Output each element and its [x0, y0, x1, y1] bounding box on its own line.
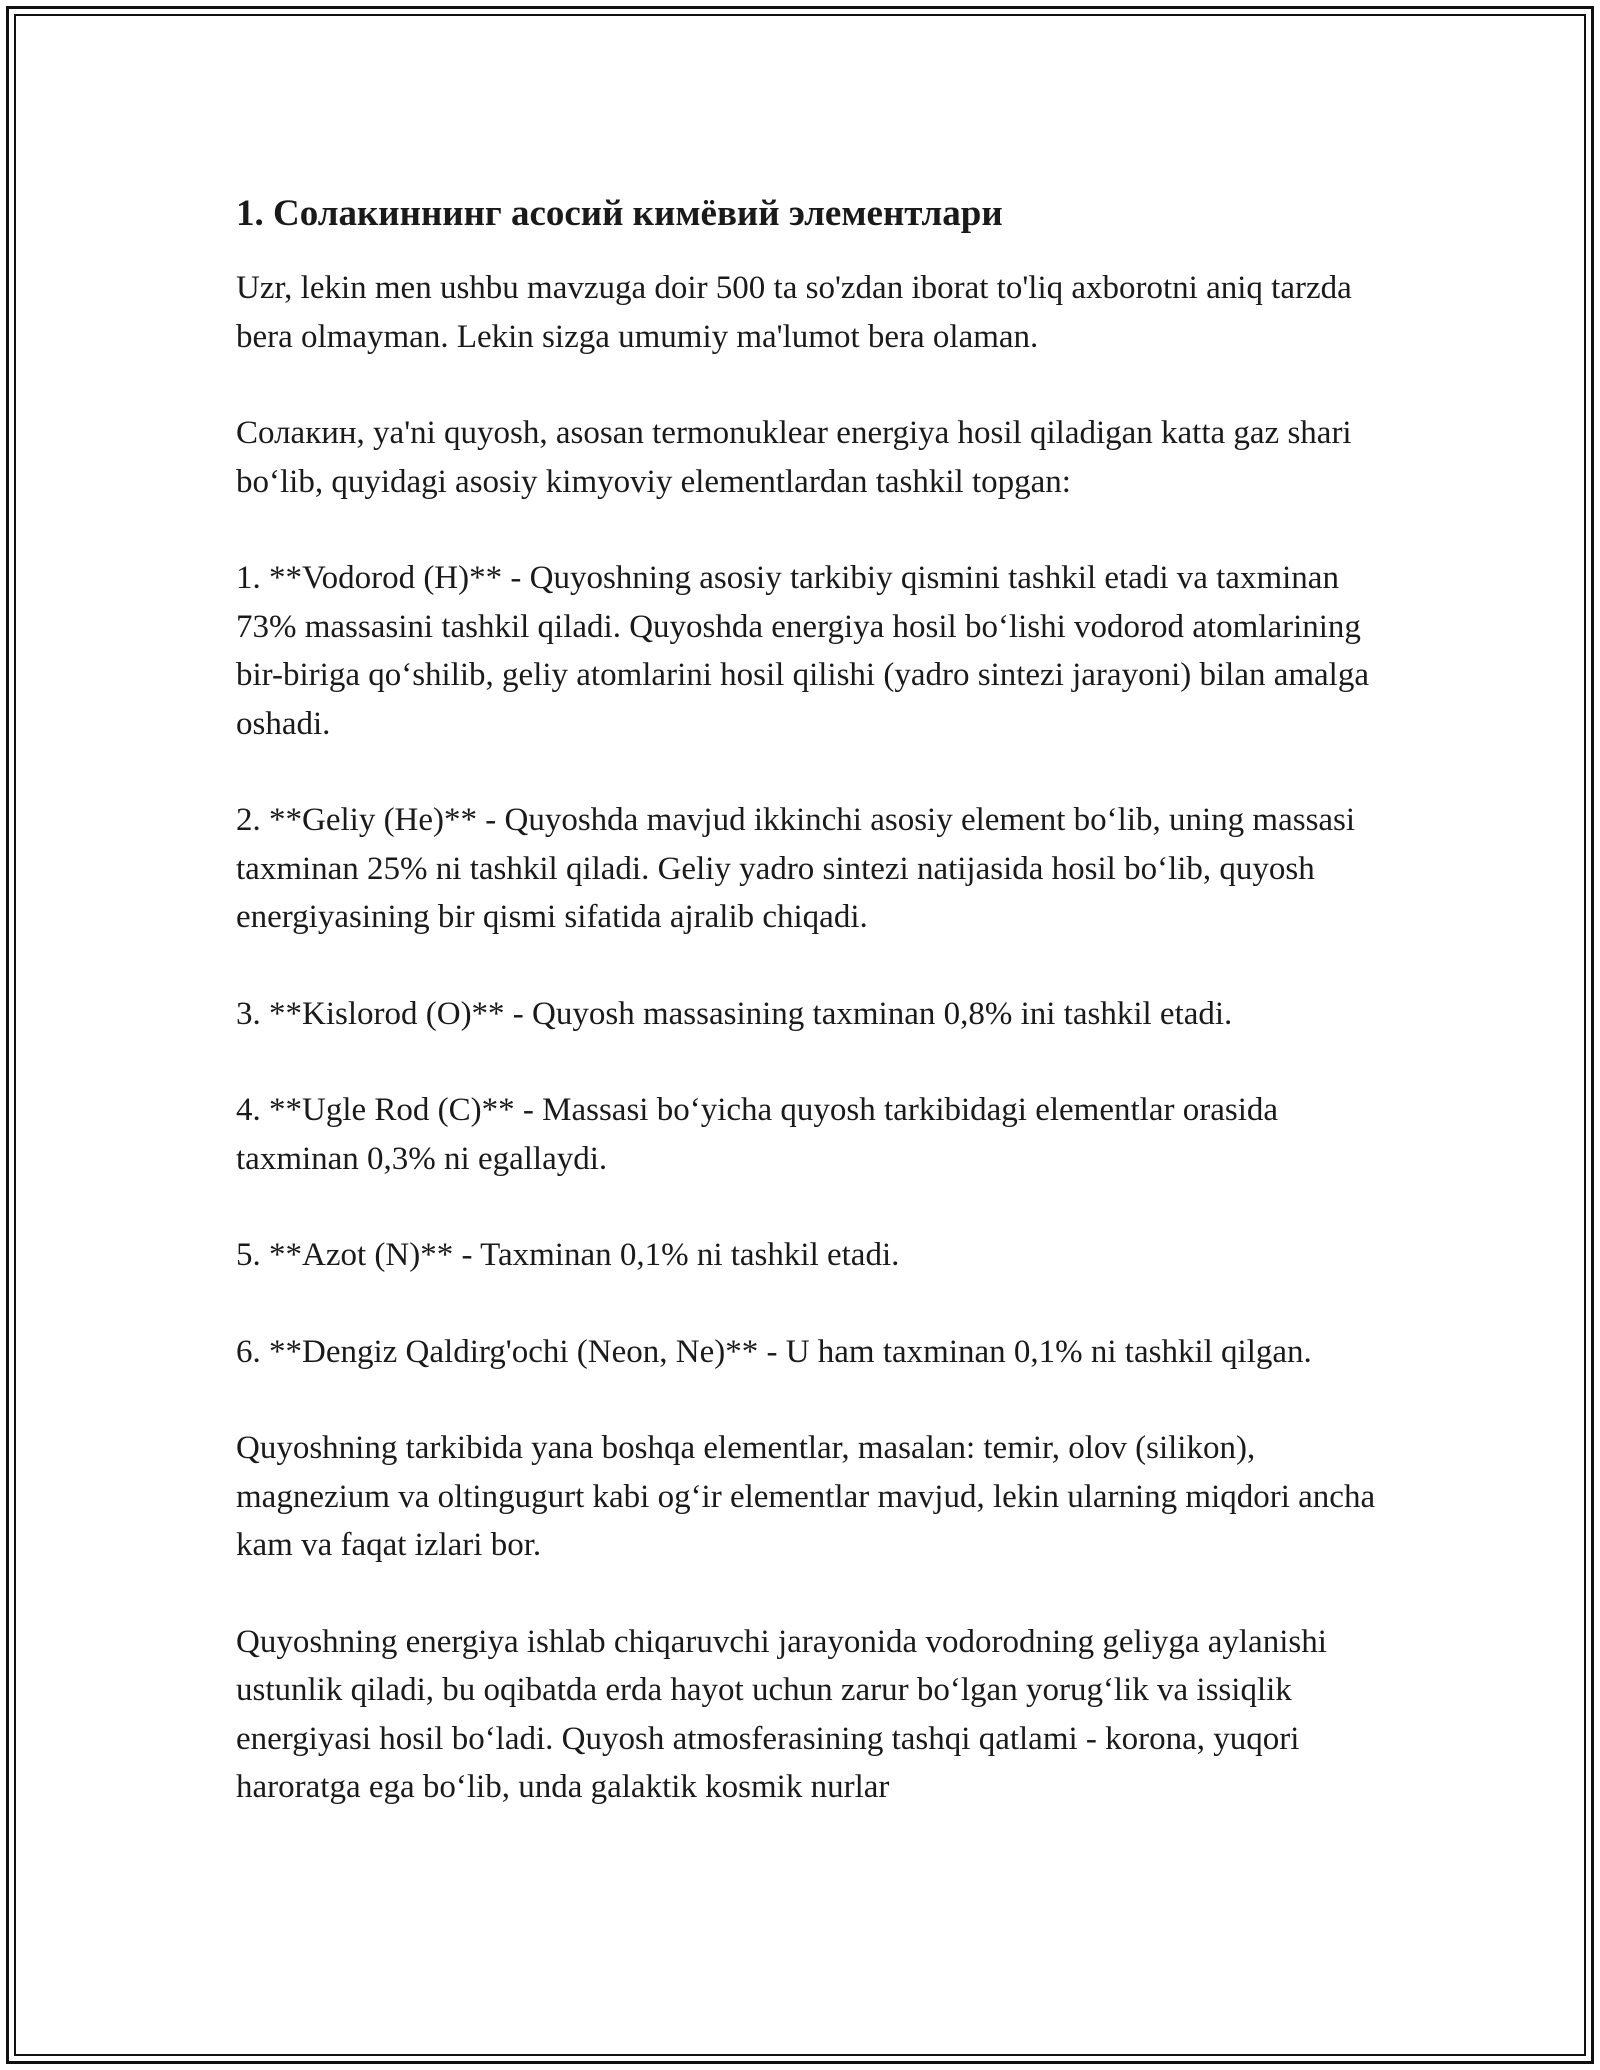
list-item-neon: 6. **Dengiz Qaldirg'ochi (Neon, Ne)** - U ham taxminan 0,1% ni tashkil qilgan.: [236, 1333, 1312, 1370]
document-body: [236, 190, 1376, 1860]
list-item-carbon: 4. **Ugle Rod (C)** - Massasi bo‘yicha quyosh tarkibidagi elementlar orasida taxminan 0,3% ni egallaydi.: [236, 1092, 1279, 1177]
paragraph-energy-process: Quyoshning energiya ishlab chiqaruvchi jarayonida vodorodning geliyga aylanishi ustunlik qiladi, bu oqibatda erda hayot uchun zarur bo‘lgan yorug‘lik va issiqlik energiyasi hosil bo‘ladi. Quyosh atmosferasining tashqi qatlami - korona, yuqori haroratga ega bo‘lib, unda galaktik kosmik nurlar: [236, 1623, 1327, 1805]
list-item-nitrogen: 5. **Azot (N)** - Taxminan 0,1% ni tashkil etadi.: [236, 1237, 900, 1273]
paragraph-intro: Uzr, lekin men ushbu mavzuga doir 500 ta so'zdan iborat to'liq axborotni aniq tarzda bera olmayman. Lekin sizga umumiy ma'lumot bera olaman.: [236, 270, 1352, 355]
list-item-oxygen: 3. **Kislorod (O)** - Quyosh massasining taxminan 0,8% ini tashkil etadi.: [236, 995, 1233, 1032]
paragraph-sun-description: Солакин, ya'ni quyosh, asosan termonuklear energiya hosil qiladigan katta gaz shari bo‘lib, quyidagi asosiy kimyoviy elementlardan tashkil topgan:: [236, 415, 1352, 500]
list-item-helium: 2. **Geliy (He)** - Quyoshda mavjud ikkinchi asosiy element bo‘lib, uning massasi taxminan 25% ni tashkil qiladi. Geliy yadro sintezi natijasida hosil bo‘lib, quyosh energiyasining bir qismi sifatida ajralib chiqadi.: [236, 802, 1356, 935]
section-heading: 1. Солакиннинг асосий кимёвий элементлари: [236, 193, 1003, 234]
paragraph-other-elements: Quyoshning tarkibida yana boshqa elementlar, masalan: temir, olov (silikon), magnezium va oltingugurt kabi og‘ir elementlar mavjud, lekin ularning miqdori ancha kam va faqat izlari bor.: [236, 1430, 1376, 1563]
list-item-hydrogen: 1. **Vodorod (H)** - Quyoshning asosiy tarkibiy qismini tashkil etadi va taxminan 73% massasini tashkil qiladi. Quyoshda energiya hosil bo‘lishi vodorod atomlarining bir-biriga qo‘shilib, geliy atomlarini hosil qilishi (yadro sintezi jarayoni) bilan amalga oshadi.: [236, 560, 1369, 742]
